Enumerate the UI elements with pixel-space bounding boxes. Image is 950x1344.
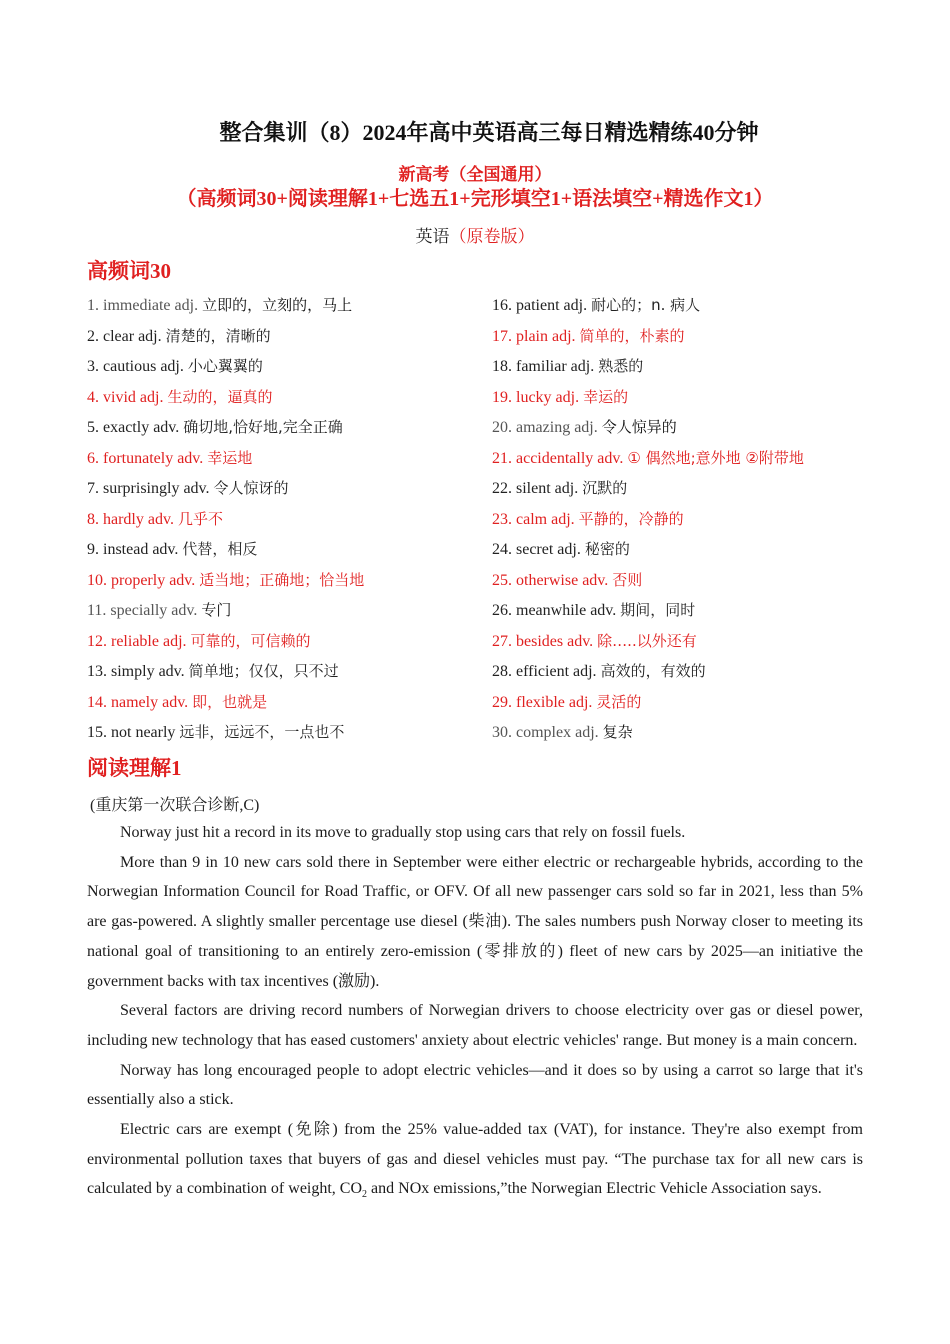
vocab-meaning: 可靠的，可信赖的 (190, 631, 311, 650)
vocab-word: 6. fortunately adv. (87, 449, 208, 467)
vocab-item (492, 717, 892, 748)
vocab-meaning: 幸运的 (583, 387, 629, 406)
vocab-word: 25. otherwise adv. (492, 571, 613, 589)
vocab-item (87, 504, 487, 535)
vocab-meaning: 确切地,恰好地,完全正确 (183, 418, 343, 436)
vocab-word: 8. hardly adv. (87, 510, 178, 528)
paragraph-3: Several factors are driving record numbers of Norwegian drivers to choose electricity over gas or diesel power, including new technology that has eased customers' anxiety about electric vehicles' range. But money is a main concern. (87, 1002, 863, 1049)
vocab-meaning: 立即的，立刻的，马上 (202, 296, 353, 314)
vocab-meaning: 耐心的；n. 病人 (591, 296, 701, 314)
edition-label: 英语 (415, 227, 450, 246)
vocab-word: 30. complex adj. (492, 724, 603, 741)
vocab-meaning: 令人惊异的 (601, 418, 677, 436)
edition-line (0, 222, 950, 247)
paragraph-5-text-a: Electric cars are exempt (免除) from the 25% value‑added tax (VAT), for instance. They're also exempt from environmental pollution taxes that buyers of gas and diesel vehicles must pay. “The purchase tax for all new cars is calculated by a combination of weight, CO (87, 1121, 863, 1198)
vocab-meaning: 即，也就是 (192, 692, 268, 711)
vocab-word: 11. specially adv. (87, 602, 202, 619)
vocab-item (87, 382, 487, 413)
vocab-item (87, 565, 487, 596)
vocab-meaning: 清楚的，清晰的 (165, 326, 271, 345)
vocab-word: 4. vivid adj. (87, 388, 168, 406)
vocab-meaning: ① 偶然地;意外地 ②附带地 (627, 448, 804, 467)
vocab-word: 20. amazing adj. (492, 419, 602, 436)
vocab-meaning: 平静的，冷静的 (578, 509, 684, 528)
vocab-word: 17. plain adj. (492, 327, 580, 345)
vocab-word: 26. meanwhile adv. (492, 602, 621, 619)
vocab-item (492, 595, 892, 626)
vocab-meaning: 代替，相反 (182, 540, 258, 558)
document-subtitle-contents: （高频词30+阅读理解1+七选五1+完形填空1+语法填空+精选作文1） (176, 188, 774, 210)
vocab-meaning: 小心翼翼的 (187, 357, 263, 375)
vocab-word: 27. besides adv. (492, 632, 598, 650)
vocab-item (492, 626, 892, 657)
vocab-word: 7. surprisingly adv. (87, 480, 214, 497)
vocab-word: 1. immediate adj. (87, 297, 203, 314)
vocab-column-right (492, 290, 892, 748)
reading-heading: 阅读理解1 (87, 756, 182, 780)
document-title: 整合集训（8）2024年高中英语高三每日精选精练40分钟 (219, 120, 759, 145)
vocab-item (492, 565, 892, 596)
vocab-item (492, 656, 892, 687)
vocab-item (87, 351, 487, 382)
vocab-word: 19. lucky adj. (492, 388, 584, 406)
paragraph-5 (87, 1115, 863, 1210)
vocab-word: 15. not nearly (87, 724, 180, 741)
edition-note: （原卷版） (449, 227, 535, 246)
vocab-meaning: 灵活的 (596, 692, 642, 711)
vocab-item (87, 473, 487, 504)
vocab-item (492, 382, 892, 413)
vocab-meaning: 几乎不 (177, 509, 223, 528)
paragraph-2: More than 9 in 10 new cars sold there in September were either electric or rechargeable hybrids, according to the Norwegian Information Council for Road Traffic, or OFV. Of all new passenger cars sold so far in 2021, less than 5% are gas‑powered. A slightly smaller percentage use diesel (柴油). The sales numbers push Norway closer to meeting its national goal of transitioning to an entirely zero‑emission (零排放的) fleet of new cars by 2025—an initiative the government backs with tax incentives (激励). (87, 853, 863, 990)
paragraph-5-subscript: 2 (362, 1189, 368, 1201)
vocab-word: 10. properly adv. (87, 571, 200, 589)
vocab-item (492, 443, 892, 474)
vocab-item (492, 504, 892, 535)
vocab-item (492, 534, 892, 565)
vocab-item (87, 321, 487, 352)
paragraph-4: Norway has long encouraged people to adopt electric vehicles—and it does so by using a carrot so large that it's essentially also a stick. (87, 1061, 863, 1109)
vocab-item (87, 534, 487, 565)
vocab-word: 3. cautious adj. (87, 358, 188, 375)
paragraph-1: Norway just hit a record in its move to gradually stop using cars that rely on fossil fuels. (120, 824, 686, 841)
reading-passage (87, 818, 863, 1210)
vocab-meaning: 远非，远远不，一点也不 (179, 723, 345, 741)
vocab-item (87, 443, 487, 474)
vocab-item (87, 687, 487, 718)
vocab-meaning: 生动的，逼真的 (167, 387, 273, 406)
vocab-meaning: 高效的，有效的 (600, 662, 706, 680)
vocab-word: 5. exactly adv. (87, 419, 184, 436)
vocab-item (87, 290, 487, 321)
vocab-item (492, 473, 892, 504)
vocab-meaning: 否则 (612, 570, 643, 589)
vocab-meaning: 专门 (201, 601, 232, 619)
vocab-word: 12. reliable adj. (87, 632, 191, 650)
vocab-meaning: 沉默的 (582, 479, 628, 497)
vocab-meaning: 令人惊讶的 (213, 479, 289, 497)
vocab-item (87, 626, 487, 657)
vocab-meaning: 秘密的 (584, 540, 630, 558)
vocab-item (492, 687, 892, 718)
paragraph-5-text-b: and NOx emissions,”the Norwegian Electric Vehicle Association says. (367, 1180, 822, 1198)
vocab-word: 28. efficient adj. (492, 663, 601, 680)
vocab-word: 24. secret adj. (492, 541, 585, 558)
vocab-item (492, 351, 892, 382)
vocab-item (87, 412, 487, 443)
vocab-meaning: 熟悉的 (598, 357, 644, 375)
vocab-word: 29. flexible adj. (492, 693, 597, 711)
vocab-word: 16. patient adj. (492, 297, 592, 314)
vocab-meaning: 期间，同时 (620, 601, 696, 619)
vocab-meaning: 幸运地 (207, 448, 253, 467)
vocab-meaning: 适当地；正确地；恰当地 (199, 570, 365, 589)
vocab-meaning: 复杂 (602, 723, 633, 741)
vocab-meaning: 简单地；仅仅，只不过 (188, 662, 339, 680)
vocab-word: 21. accidentally adv. (492, 449, 628, 467)
vocab-item (492, 290, 892, 321)
vocab-word: 22. silent adj. (492, 480, 583, 497)
vocab-word: 14. namely adv. (87, 693, 193, 711)
vocab-column-left (87, 290, 487, 748)
vocab-word: 2. clear adj. (87, 327, 166, 345)
vocab-meaning: 简单的，朴素的 (579, 326, 685, 345)
document-subtitle: 新高考（全国通用） (398, 165, 552, 184)
vocab-item (492, 321, 892, 352)
vocab-word: 13. simply adv. (87, 663, 189, 680)
passage-source: (重庆第一次联合诊断,C) (90, 797, 260, 814)
vocab-word: 9. instead adv. (87, 541, 183, 558)
vocab-word: 18. familiar adj. (492, 358, 599, 375)
vocab-heading: 高频词30 (87, 259, 171, 283)
vocab-item (87, 656, 487, 687)
vocab-item (492, 412, 892, 443)
vocab-meaning: 除…..以外还有 (597, 631, 697, 650)
vocab-word: 23. calm adj. (492, 510, 579, 528)
vocab-item (87, 595, 487, 626)
vocab-item (87, 717, 487, 748)
